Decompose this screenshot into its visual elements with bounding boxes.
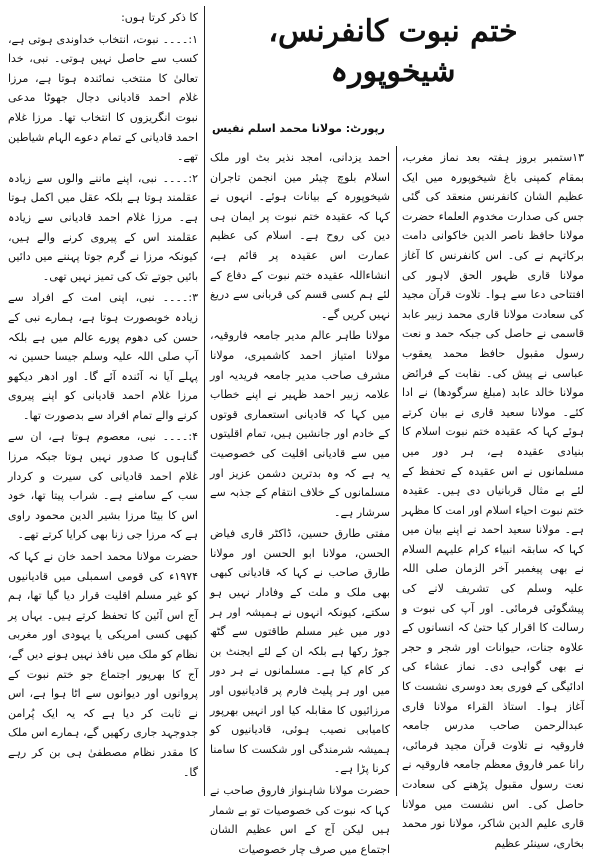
headline-line-2: شیخوپورہ: [330, 54, 456, 89]
column-right: [402, 148, 584, 850]
paragraph: ۱۳ستمبر بروز ہفتہ بعد نماز مغرب، بمقام کمپنی باغ شیخوپورہ میں ایک عظیم الشان کانفرنس منعقد کی گئی جس کی صدارت مخدوم العلماء حضرت مولانا حافظ ناصر الدین خاکوانی دامت برکاتہم نے کی۔ اس کانفرنس کا آغاز مولانا قاری ظہور الحق لاہور کی افتتاحی دعا سے ہوا۔ تلاوت قرآن مجید کی سعادت مولانا قاری محمد زبیر عابد قاسمی نے حاصل کی جبکہ حمد و نعت رسول مقبول حافظ محمد یعقوب عباسی نے پیش کی۔ نقابت کے فرائض مولانا خالد عابد (مبلغ سرگودھا) نے ادا کئے۔ مولانا سعید قاری نے بیان کرتے ہوئے کہا کہ عقیدہ ختم نبوت اسلام کا بنیادی عقیدہ ہے، ہر دور میں مسلمانوں نے اس عقیدہ کے تحفظ کے لئے بے مثال قربانیاں دی ہیں۔ عقیدہ ختم نبوت احیاء اسلام اور امت کا مظہر ہے۔ مولانا سعید احمد نے اپنے بیان میں کہا کہ سابقہ انبیاء کرام علیہم السلام نے بھی پیغمبر آخر الزمان صلی اللہ علیہ وسلم کی تشریف لانے کی پیشگوئی فرمائی۔ اور آپ کی نبوت و رسالت کا اقرار کیا حتیٰ کہ انسانوں کے علاوہ جنات، حیوانات اور شجر و حجر نے بھی گواہی دی۔ نماز عشاء کی ادائیگی کے فوری بعد دوسری نشست کا آغاز ہوا۔ استاذ القراء مولانا قاری عبدالرحمن صاحب مدرس جامعہ فاروقیہ نے تلاوت قرآن مجید فرمائی، رانا عمر فاروق معظم جامعہ فاروقیہ نے نعت رسول مقبول پڑھنے کی سعادت حاصل کی۔ اس نشست میں مولانا قاری علیم الدین شاکر، مولانا نور محمد بخاری، سینئر عظیم: [402, 151, 584, 850]
paragraph: ۳:۔۔۔۔ نبی، اپنی امت کے افراد سے زیادہ خوبصورت ہوتا ہے، ہمارے نبی کے حسن کی دھوم پورے عالم میں ہے بلکہ آپ صلی اللہ علیہ وسلم جیسا حسین نہ پہلے آیا نہ آئندہ آئے گا۔ اور ادھر دیکھو مرزا غلام احمد قادیانی کو اپنے پیروی کرنے والے تمام افراد سے بدصورت تھا۔: [8, 291, 198, 422]
paragraph: کا ذکر کرتا ہوں:: [121, 11, 198, 24]
article-headline: [208, 6, 578, 126]
paragraph: احمد یزدانی، امجد نذیر بٹ اور ملک اسلام بلوچ چیئر مین انجمن تاجران شیخوپورہ کے بیانات ہوئے۔ انہوں نے کہا کہ عقیدہ ختم نبوت پر ایمان ہی دین کی روح ہے۔ اسلام کی عظیم عمارت اس عقیدہ پر قائم ہے، انشاءاللہ عقیدہ ختم نبوت کے دفاع کے لئے ہم کسی قسم کی قربانی سے دریغ نہیں کریں گے۔: [210, 151, 390, 321]
article-byline: رپورٹ: مولانا محمد اسلم نفیس: [212, 122, 385, 135]
column-left: [8, 8, 198, 796]
paragraph: مفتی طارق حسین، ڈاکٹر قاری فیاض الحسن، مولانا ابو الحسن اور مولانا طارق صاحب نے کہا کہ قادیانی کبھی بھی ملک و ملت کے وفادار نہیں ہو سکتے، کیونکہ انہوں نے ہمیشہ اور ہر دور میں غیر مسلم طاقتوں سے گٹھ جوڑ رکھا ہے بلکہ ان کے لئے ایجنٹ بن کر کام کیا ہے۔ مسلمانوں نے ہر دور میں اور ہر پلیٹ فارم پر قادیانیوں اور مرزائیوں کا مقابلہ کیا اور انہیں بھرپور کامیابی نصیب ہوئی، قادیانیوں کو ہمیشہ شرمندگی اور شکست کا سامنا کرنا پڑا ہے۔: [210, 527, 390, 776]
paragraph: حضرت مولانا محمد احمد خان نے کہا کہ ۱۹۷۴ء کی قومی اسمبلی میں قادیانیوں کو غیر مسلم اقلیت قرار دیا گیا تھا، ہم آج اس آئین کا تحفظ کرتے ہیں۔ یہاں پر کبھی کسی امریکی یا یہودی اور مغربی نظام کو ملک میں نافذ نہیں ہونے دیں گے، آج کا بھرپور اجتماع جو ختم نبوت کے پروانوں اور دیوانوں سے اٹا ہوا ہے، اس نے ثابت کر دیا ہے کہ یہ ایک پُرامن جدوجہد جاری رکھیں گے، ہمارے اس ملک کا مقدر نظام مصطفیٰ ہی بن کر رہے گا۔: [8, 550, 198, 779]
paragraph: ۴:۔۔۔۔ نبی، معصوم ہوتا ہے، ان سے گناہوں کا صدور نہیں ہوتا جبکہ مرزا غلام احمد قادیانی کی سیرت و کردار سب کے سامنے ہے۔ شراب پیتا تھا، خود اس کا بیٹا مرزا بشیر الدین محمود راوی ہے کہ مرزا جی زنا بھی کرایا کرتے تھے۔: [8, 430, 198, 542]
paragraph: حضرت مولانا شاہنواز فاروق صاحب نے کہا کہ نبوت کی خصوصیات تو بے شمار ہیں لیکن آج کے اس عظیم الشان اجتماع میں صرف چار خصوصیات: [210, 784, 390, 856]
paragraph: مولانا طاہر عالم مدیر جامعہ فاروقیہ، مولانا امتیاز احمد کاشمیری، مولانا مشرف صاحب مدیر جامعہ فریدیہ اور علامہ زبیر احمد ظہیر نے اپنے خطاب میں کہا کہ قادیانی استعماری قوتوں کے خادم اور جانشین ہیں، تمام اقلیتوں میں سے قادیانی اقلیت کی خصوصیت یہ ہے کہ وہ بدترین دشمن عزیز اور مسلمانوں کے خلاف انتقام کے جذبہ سے سرشار ہے۔: [210, 329, 390, 519]
paragraph: ۱:۔۔۔۔ نبوت، انتخاب خداوندی ہوتی ہے، کسب سے حاصل نہیں ہوتی۔ نبی، خدا تعالیٰ کا منتخب نمائندہ ہوتا ہے، مرزا غلام احمد قادیانی دجال جھوٹا مدعی نبوت انگریزوں کا انتخاب تھا۔ مرزا غلام احمد قادیانی کے تمام دعوے الہام شیاطین تھے۔: [8, 32, 198, 164]
column-divider: [204, 6, 205, 796]
paragraph: ۲:۔۔۔۔ نبی، اپنے ماننے والوں سے زیادہ عقلمند ہوتا ہے بلکہ عقل میں اکمل ہوتا ہے۔ مرزا غلام احمد قادیانی سے زیادہ عقلمند اس کے پیروی کرنے والے ہیں، کیونکہ مرزا نے گرم جوتا پہننے میں دائیں بائیں جوتے تک کی تمیز نہیں تھی۔: [8, 171, 198, 283]
headline-line-1: ختم نبوت کانفرنس،: [268, 14, 518, 49]
column-divider: [396, 146, 397, 796]
column-middle: [210, 148, 390, 856]
